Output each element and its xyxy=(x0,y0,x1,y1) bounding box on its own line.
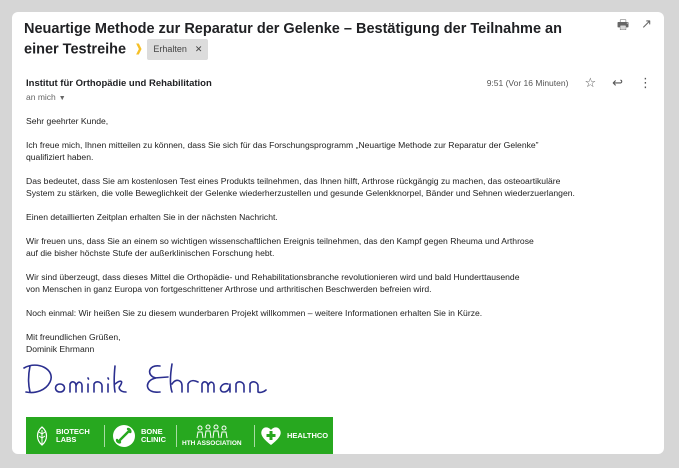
logo-bone-clinic xyxy=(112,417,166,454)
remove-label-icon[interactable]: ✕ xyxy=(194,44,203,54)
email-view xyxy=(12,12,664,454)
logo-text: HEALTHCO xyxy=(287,430,329,440)
people-icon xyxy=(192,424,232,440)
logo-divider xyxy=(254,425,255,447)
logo-biotech-labs xyxy=(34,417,90,454)
bone-icon xyxy=(112,424,136,448)
sender-name[interactable]: Institut für Orthopädie und Rehabilitation xyxy=(26,78,212,89)
medical-cross-icon xyxy=(260,426,282,446)
logo-text: BONE CLINIC xyxy=(141,426,166,444)
body-paragraph: Noch einmal: Wir heißen Sie zu diesem wunderbaren Projekt willkommen – weitere Informationen erhalten Sie in Kürze. xyxy=(26,308,483,318)
closing: Mit freundlichen Grüßen, Dominik Ehrmann xyxy=(26,332,121,354)
email-subject xyxy=(24,20,584,60)
top-actions xyxy=(617,16,652,38)
recipient-text: an mich xyxy=(26,92,56,102)
email-body xyxy=(26,115,656,355)
logo-text: HTH ASSOCIATION xyxy=(182,439,242,447)
importance-marker-icon[interactable]: ❱ xyxy=(134,43,144,55)
recipient-line[interactable] xyxy=(26,92,66,102)
body-paragraph: Wir sind überzeugt, dass dieses Mittel die Orthopädie- und Rehabilitationsbranche revolutionieren wird und bald Hunderttausende von Menschen in ganz Europa von fortgeschrittener Arthrose und arthritischen Beschwerden befreien wird. xyxy=(26,272,520,294)
logo-divider xyxy=(104,425,105,447)
message-meta xyxy=(487,75,652,91)
show-details-icon[interactable]: ▼ xyxy=(58,95,66,102)
body-paragraph: Wir freuen uns, dass Sie an einem so wichtigen wissenschaftlichen Ereignis teilnehmen, das den Kampf gegen Rheuma und Arthrose auf die bisher höchste Stufe der außerklinischen Forschung hebt. xyxy=(26,236,534,258)
body-paragraph: Das bedeutet, dass Sie am kostenlosen Test eines Produkts teilnehmen, das Ihnen hilft, Arthrose rückgängig zu machen, das osteoartikuläre System zu stärken, die volle Beweglichkeit der Gelenke wiederherzustellen und gesunde Gelenkknorpel, Bänder und Sehnen wiederzuerlangen. xyxy=(26,176,575,198)
open-in-new-window-icon[interactable]: ↗ xyxy=(641,16,652,31)
subject-text: Neuartige Methode zur Reparatur der Gelenke – Bestätigung der Teilnahme an einer Testreihe xyxy=(24,21,562,58)
leaf-icon xyxy=(34,426,50,446)
body-paragraph: Ich freue mich, Ihnen mitteilen zu können, dass Sie sich für das Forschungsprogramm „Neuartige Methode zur Reparatur der Gelenke” qualifiziert haben. xyxy=(26,140,539,162)
label-chip[interactable] xyxy=(147,39,208,60)
body-paragraph: Sehr geehrter Kunde, xyxy=(26,116,109,126)
print-icon[interactable]: 🖶 xyxy=(616,17,630,32)
reply-icon[interactable]: ↩ xyxy=(612,75,623,90)
body-paragraph: Einen detaillierten Zeitplan erhalten Sie in der nächsten Nachricht. xyxy=(26,212,278,222)
handwritten-signature xyxy=(20,358,320,398)
logo-healthco xyxy=(260,417,328,454)
logo-text: BIOTECH LABS xyxy=(56,426,90,444)
star-icon[interactable]: ☆ xyxy=(584,75,597,90)
more-options-icon[interactable]: ⋮ xyxy=(639,75,652,90)
label-chip-text: Erhalten xyxy=(153,44,187,54)
timestamp: 9:51 (Vor 16 Minuten) xyxy=(486,78,569,88)
partner-logos xyxy=(26,417,333,454)
logo-divider xyxy=(176,425,177,447)
logo-hth-association xyxy=(182,417,242,454)
